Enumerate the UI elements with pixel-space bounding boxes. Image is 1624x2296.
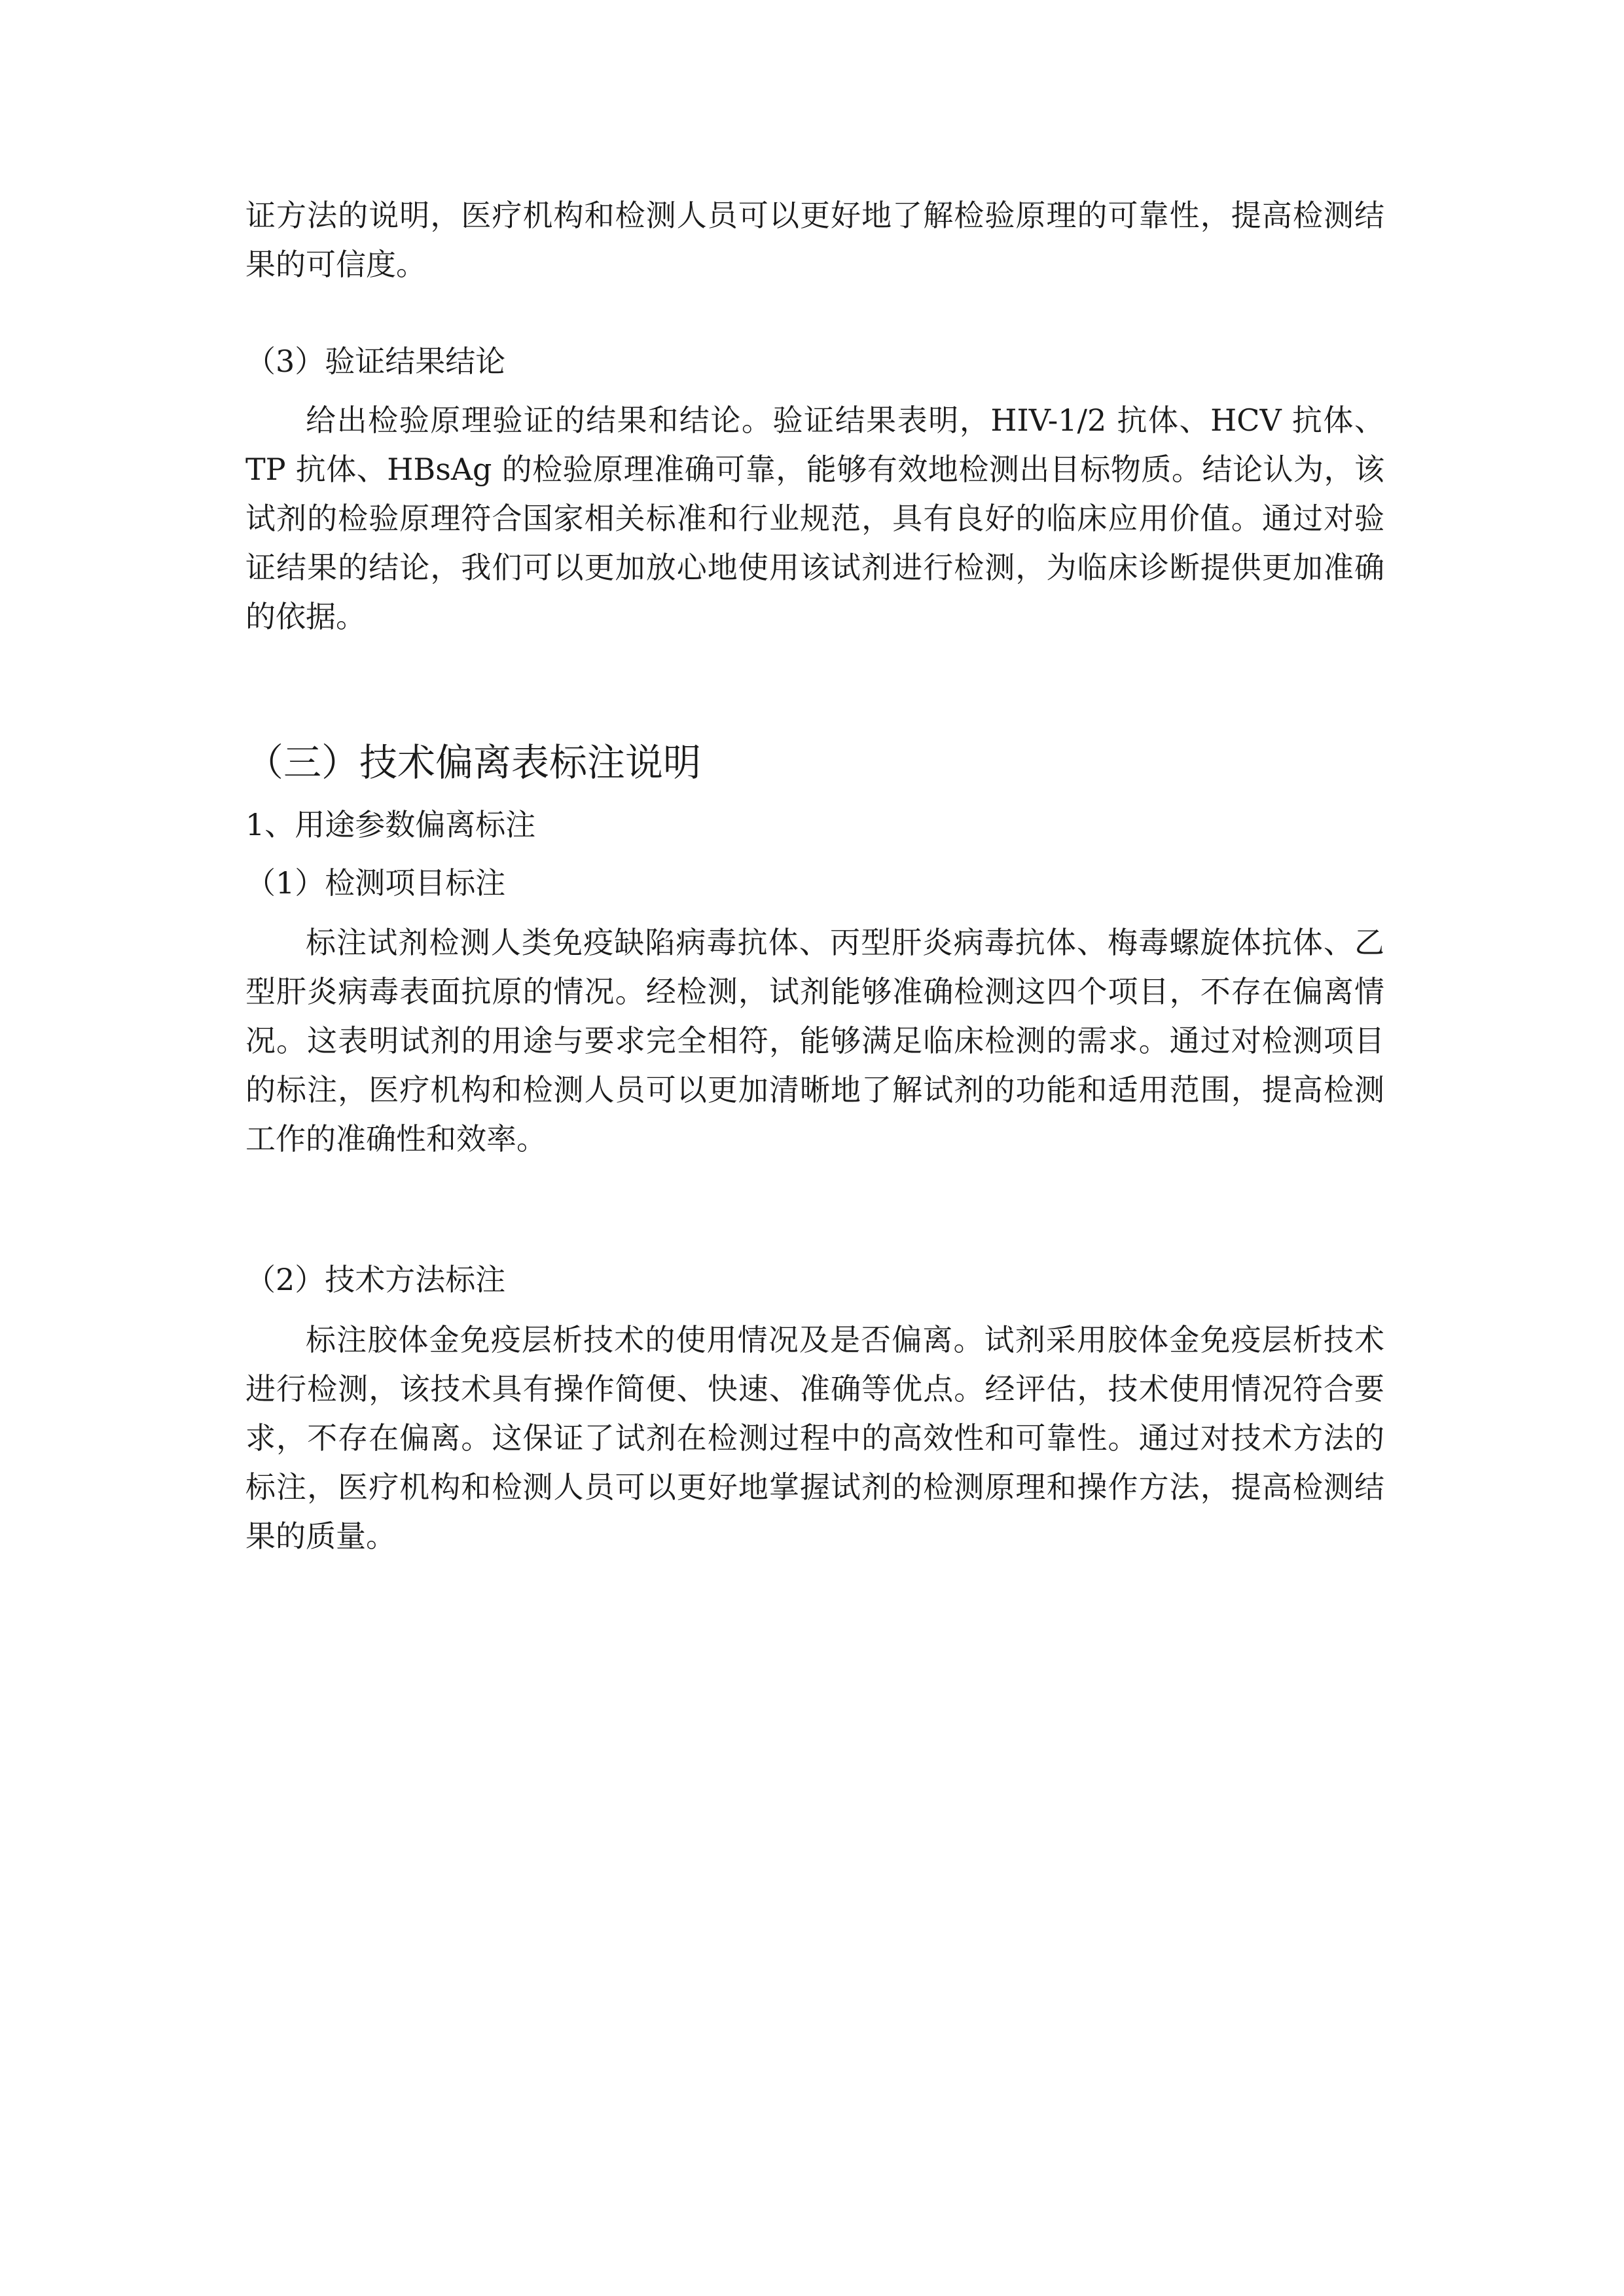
verify-conclusion-paragraph: 给出检验原理验证的结果和结论。验证结果表明，HIV-1/2 抗体、HCV 抗体、TP 抗体、HBsAg 的检验原理准确可靠，能够有效地检测出目标物质。结论认为，该试剂的检验原理符合国家相关标准和行业规范，具有良好的临床应用价值。通过对验证结果的结论，我们可以更加放心地使用该试剂进行检测，为临床诊断提供更加准确的依据。 <box>245 403 1384 634</box>
technical-method-paragraph: 标注胶体金免疫层析技术的使用情况及是否偏离。试剂采用胶体金免疫层析技术进行检测，该技术具有操作简便、快速、准确等优点。经评估，技术使用情况符合要求，不存在偏离。这保证了试剂在检测过程中的高效性和可靠性。通过对技术方法的标注，医疗机构和检测人员可以更好地掌握试剂的检测原理和操作方法，提高检测结果的质量。 <box>245 1322 1384 1554</box>
verify-conclusion-heading: （3）验证结果结论 <box>245 344 506 379</box>
intro-paragraph: 证方法的说明，医疗机构和检测人员可以更好地了解检验原理的可靠性，提高检测结果的可信度。 <box>245 198 1384 282</box>
detection-items-heading: （1）检测项目标注 <box>245 865 506 901</box>
technical-method-heading: （2）技术方法标注 <box>245 1262 506 1297</box>
subsection-title: 1、用途参数偏离标注 <box>245 807 536 842</box>
detection-items-paragraph: 标注试剂检测人类免疫缺陷病毒抗体、丙型肝炎病毒抗体、梅毒螺旋体抗体、乙型肝炎病毒表面抗原的情况。经检测，试剂能够准确检测这四个项目，不存在偏离情况。这表明试剂的用途与要求完全相符，能够满足临床检测的需求。通过对检测项目的标注，医疗机构和检测人员可以更加清晰地了解试剂的功能和适用范围，提高检测工作的准确性和效率。 <box>245 925 1384 1157</box>
section-title: （三）技术偏离表标注说明 <box>245 740 702 785</box>
